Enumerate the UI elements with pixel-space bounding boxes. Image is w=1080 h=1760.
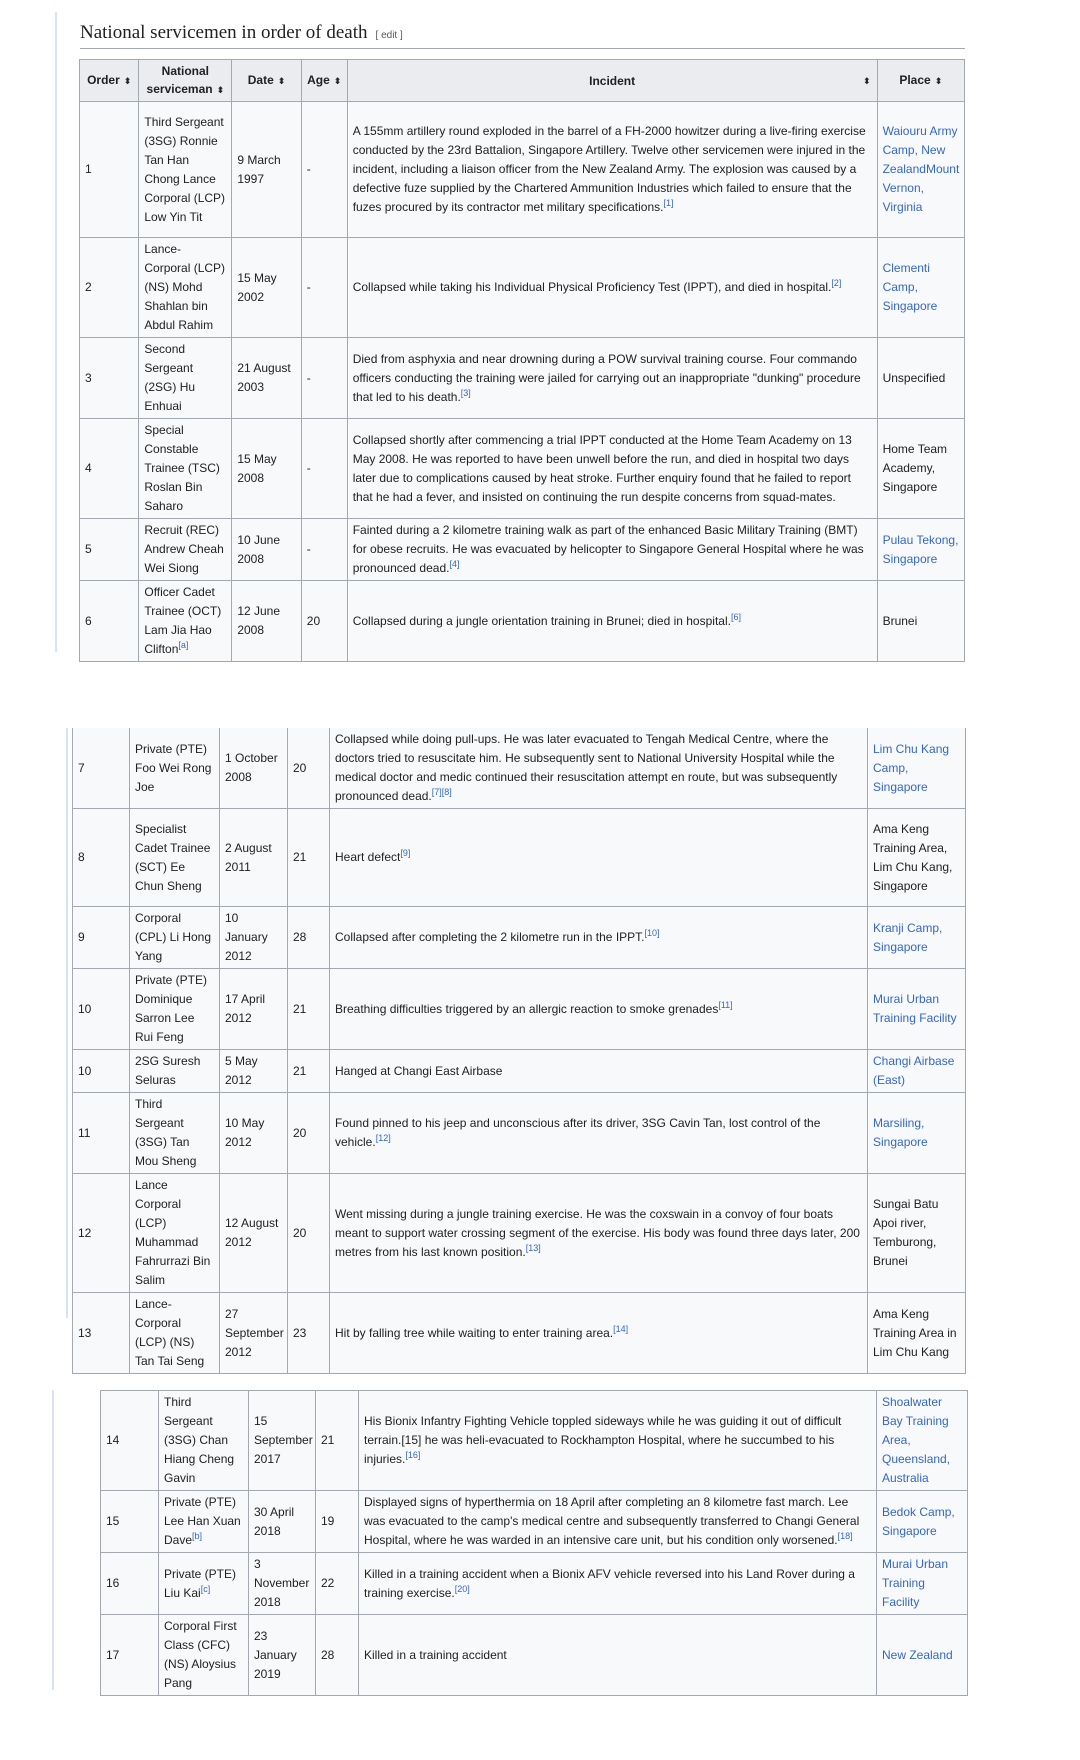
table-row [101, 1615, 968, 1696]
ref-link[interactable]: [3] [460, 387, 471, 398]
place-cell: Brunei [877, 581, 964, 662]
table-row [73, 1050, 966, 1093]
ref-link[interactable]: [7][8] [431, 787, 452, 797]
serviceman-cell: Corporal First Class (CFC) (NS) Aloysius Pang [159, 1615, 249, 1696]
age-cell: 28 [288, 907, 330, 969]
ref-link[interactable]: [20] [454, 1583, 470, 1594]
table-row [80, 419, 965, 519]
ref-link[interactable]: [9] [400, 848, 411, 858]
date-cell: 5 May 2012 [220, 1050, 288, 1093]
age-cell: 21 [288, 1050, 330, 1093]
sort-icon[interactable]: ⬍ [277, 76, 286, 86]
header-order[interactable]: Order ⬍ [80, 60, 139, 102]
place-cell[interactable]: Shoalwater Bay Training Area, Queensland, Australia [877, 1391, 968, 1491]
ref-link[interactable]: [1] [663, 198, 674, 208]
age-cell: 20 [288, 1174, 330, 1293]
table-row [80, 238, 965, 338]
table-section-3 [52, 1390, 974, 1690]
serviceman-cell: Private (PTE) Dominique Sarron Lee Rui Feng [130, 969, 220, 1050]
incident-cell: Collapsed while taking his Individual Physical Proficiency Test (IPPT), and died in hospital.[2] [347, 238, 877, 338]
serviceman-cell: Private (PTE) Liu Kai[c] [159, 1553, 249, 1615]
incident-cell: Collapsed shortly after commencing a trial IPPT conducted at the Home Team Academy on 13 May 2008. He was reported to have been unwell before the run, and died in hospital two days later due to complications caused by heat stroke. Further enquiry found that he failed to report that he had a fever, and insisted on continuing the run despite concerns from squad-mates. [347, 419, 877, 519]
note-link[interactable]: [c] [200, 1583, 211, 1594]
serviceman-cell: Third Sergeant (3SG) Ronnie Tan Han Chong Lance Corporal (LCP) Low Yin Tit [139, 102, 232, 238]
incident-cell: Hanged at Changi East Airbase [330, 1050, 868, 1093]
note-link[interactable]: [b] [192, 1531, 203, 1541]
order-cell: 3 [80, 338, 139, 419]
place-cell: Home Team Academy, Singapore [877, 419, 964, 519]
order-cell: 10 [73, 1050, 130, 1093]
order-cell: 17 [101, 1615, 159, 1696]
place-cell[interactable]: Changi Airbase (East) [868, 1050, 966, 1093]
age-cell: - [301, 519, 347, 581]
incident-cell: A 155mm artillery round exploded in the barrel of a FH-2000 howitzer during a live-firing exercise conducted by the 23rd Battalion, Singapore Artillery. Twelve other servicemen were injured in the incident, including a liaison officer from the New Zealand Army. The explosion was caused by a defective fuze supplied by the Chartered Ammunition Industries which failed to ensure that the fuzes procured by its contractor met military specifications.[1] [347, 102, 877, 238]
incident-cell: Breathing difficulties triggered by an allergic reaction to smoke grenades[11] [330, 969, 868, 1050]
ref-link[interactable]: [2] [831, 278, 842, 288]
sort-icon[interactable]: ⬍ [333, 76, 342, 86]
order-cell: 7 [73, 728, 130, 809]
serviceman-cell: Corporal (CPL) Li Hong Yang [130, 907, 220, 969]
table-row [80, 519, 965, 581]
age-cell: 22 [316, 1553, 359, 1615]
table-row [80, 581, 965, 662]
age-cell: 21 [316, 1391, 359, 1491]
place-cell: Ama Keng Training Area in Lim Chu Kang [868, 1293, 966, 1374]
order-cell: 8 [73, 809, 130, 907]
ref-link[interactable]: [14] [613, 1323, 629, 1334]
table-row [73, 969, 966, 1050]
order-cell: 5 [80, 519, 139, 581]
note-link[interactable]: [a] [178, 640, 189, 650]
age-cell: 19 [316, 1491, 359, 1553]
sort-icon[interactable]: ⬍ [863, 75, 871, 86]
incident-cell: Went missing during a jungle training exercise. He was the coxswain in a convoy of four boats meant to support water crossing segment of the exercise. His body was found three days later, 200 metres from his last known position.[13] [330, 1174, 868, 1293]
table-section-2 [66, 728, 966, 1368]
date-cell: 27 September 2012 [220, 1293, 288, 1374]
date-cell: 9 March 1997 [232, 102, 301, 238]
age-cell: - [301, 338, 347, 419]
serviceman-cell: Special Constable Trainee (TSC) Roslan Bin Saharo [139, 419, 232, 519]
incident-cell: Fainted during a 2 kilometre training walk as part of the enhanced Basic Military Training (BMT) for obese recruits. He was evacuated by helicopter to Singapore General Hospital where he was pronounced dead.[4] [347, 519, 877, 581]
age-cell: - [301, 419, 347, 519]
order-cell: 4 [80, 419, 139, 519]
table-row [101, 1553, 968, 1615]
date-cell: 23 January 2019 [249, 1615, 316, 1696]
table-row [73, 1093, 966, 1174]
table-row [73, 728, 966, 809]
ref-link[interactable]: [6] [730, 611, 741, 622]
serviceman-cell: Specialist Cadet Trainee (SCT) Ee Chun Sheng [130, 809, 220, 907]
servicemen-table-continued [100, 1390, 968, 1696]
age-cell: 23 [288, 1293, 330, 1374]
serviceman-cell: Officer Cadet Trainee (OCT) Lam Jia Hao Clifton[a] [139, 581, 232, 662]
age-cell: 20 [288, 1093, 330, 1174]
age-cell: - [301, 238, 347, 338]
serviceman-cell: Private (PTE) Foo Wei Rong Joe [130, 728, 220, 809]
header-date[interactable]: Date ⬍ [232, 60, 301, 102]
age-cell: 20 [301, 581, 347, 662]
date-cell: 3 November 2018 [249, 1553, 316, 1615]
date-cell: 12 August 2012 [220, 1174, 288, 1293]
header-incident[interactable]: Incident ⬍ [347, 60, 877, 102]
table-row [80, 102, 965, 238]
place-cell[interactable]: Clementi Camp, Singapore [877, 238, 964, 338]
date-cell: 10 May 2012 [220, 1093, 288, 1174]
edit-link[interactable]: [ edit ] [375, 30, 403, 41]
header-age[interactable]: Age ⬍ [301, 60, 347, 102]
place-cell: Ama Keng Training Area, Lim Chu Kang, Singapore [868, 809, 966, 907]
date-cell: 30 April 2018 [249, 1491, 316, 1553]
table-row [73, 809, 966, 907]
age-cell: 28 [316, 1615, 359, 1696]
serviceman-cell: Second Sergeant (2SG) Hu Enhuai [139, 338, 232, 419]
order-cell: 16 [101, 1553, 159, 1615]
incident-cell: Heart defect[9] [330, 809, 868, 907]
servicemen-table [79, 59, 965, 662]
ref-link[interactable]: [4] [449, 559, 460, 569]
section-heading [80, 22, 965, 49]
age-cell: 21 [288, 969, 330, 1050]
sort-icon[interactable]: ⬍ [216, 85, 225, 95]
ref-link[interactable]: [13] [525, 1242, 541, 1253]
order-cell: 15 [101, 1491, 159, 1553]
incident-cell: Collapsed during a jungle orientation training in Brunei; died in hospital.[6] [347, 581, 877, 662]
age-cell: 20 [288, 728, 330, 809]
ref-link[interactable]: [18] [837, 1531, 853, 1541]
date-cell: 15 May 2002 [232, 238, 301, 338]
incident-cell: Hit by falling tree while waiting to enter training area.[14] [330, 1293, 868, 1374]
serviceman-cell: Third Sergeant (3SG) Tan Mou Sheng [130, 1093, 220, 1174]
ref-link[interactable]: [12] [375, 1133, 391, 1143]
order-cell: 12 [73, 1174, 130, 1293]
serviceman-cell: Third Sergeant (3SG) Chan Hiang Cheng Gavin [159, 1391, 249, 1491]
header-serviceman[interactable]: National serviceman ⬍ [139, 60, 232, 102]
place-cell[interactable]: Marsiling, Singapore [868, 1093, 966, 1174]
serviceman-cell: 2SG Suresh Seluras [130, 1050, 220, 1093]
date-cell: 10 June 2008 [232, 519, 301, 581]
ref-link[interactable]: [10] [644, 928, 660, 938]
header-place[interactable]: Place ⬍ [877, 60, 964, 102]
serviceman-cell: Lance Corporal (LCP) Muhammad Fahrurrazi Bin Salim [130, 1174, 220, 1293]
order-cell: 1 [80, 102, 139, 238]
table-row [73, 1174, 966, 1293]
place-cell[interactable]: Lim Chu Kang Camp, Singapore [868, 728, 966, 809]
table-section-1 [55, 12, 967, 656]
incident-cell: His Bionix Infantry Fighting Vehicle toppled sideways while he was guiding it out of difficult terrain.[15] he was heli-evacuated to Rockhampton Hospital, where he succumbed to his injuries.[16] [359, 1391, 877, 1491]
table-row [101, 1491, 968, 1553]
place-cell[interactable]: Kranji Camp, Singapore [868, 907, 966, 969]
serviceman-cell: Recruit (REC) Andrew Cheah Wei Siong [139, 519, 232, 581]
table-row [73, 1293, 966, 1374]
section-title: National servicemen in order of death [80, 22, 368, 43]
place-cell: Sungai Batu Apoi river, Temburong, Brunei [868, 1174, 966, 1293]
date-cell: 12 June 2008 [232, 581, 301, 662]
place-cell[interactable]: Waiouru Army Camp, New ZealandMount Vernon, Virginia [877, 102, 964, 238]
table-row [73, 907, 966, 969]
incident-cell: Collapsed after completing the 2 kilometre run in the IPPT.[10] [330, 907, 868, 969]
place-cell[interactable]: Murai Urban Training Facility [877, 1553, 968, 1615]
place-cell[interactable]: Pulau Tekong, Singapore [877, 519, 964, 581]
incident-cell: Died from asphyxia and near drowning during a POW survival training course. Four commando officers conducting the training were jailed for carrying out an inappropriate "dunking" procedure that led to his death.[3] [347, 338, 877, 419]
order-cell: 2 [80, 238, 139, 338]
table-row [101, 1391, 968, 1491]
table-row [80, 338, 965, 419]
order-cell: 13 [73, 1293, 130, 1374]
date-cell: 1 October 2008 [220, 728, 288, 809]
servicemen-table-continued [72, 728, 966, 1374]
incident-cell: Collapsed while doing pull-ups. He was later evacuated to Tengah Medical Centre, where the doctors tried to resuscitate him. He subsequently sent to National University Hospital while the medical doctor and medic continued their resuscitation attempt en route, but was subsequently pronounced dead.[7][8] [330, 728, 868, 809]
incident-cell: Killed in a training accident [359, 1615, 877, 1696]
place-cell[interactable]: Murai Urban Training Facility [868, 969, 966, 1050]
incident-cell: Killed in a training accident when a Bionix AFV vehicle reversed into his Land Rover during a training exercise.[20] [359, 1553, 877, 1615]
sort-icon[interactable]: ⬍ [934, 76, 943, 86]
date-cell: 15 September 2017 [249, 1391, 316, 1491]
serviceman-cell: Lance-Corporal (LCP) (NS) Mohd Shahlan bin Abdul Rahim [139, 238, 232, 338]
date-cell: 15 May 2008 [232, 419, 301, 519]
date-cell: 2 August 2011 [220, 809, 288, 907]
order-cell: 10 [73, 969, 130, 1050]
age-cell: - [301, 102, 347, 238]
place-cell[interactable]: New Zealand [877, 1615, 968, 1696]
sort-icon[interactable]: ⬍ [123, 76, 132, 86]
ref-link[interactable]: [11] [718, 999, 733, 1010]
age-cell: 21 [288, 809, 330, 907]
incident-cell: Found pinned to his jeep and unconscious after its driver, 3SG Cavin Tan, lost control of the vehicle.[12] [330, 1093, 868, 1174]
order-cell: 14 [101, 1391, 159, 1491]
date-cell: 10 January 2012 [220, 907, 288, 969]
place-cell: Unspecified [877, 338, 964, 419]
order-cell: 9 [73, 907, 130, 969]
incident-cell: Displayed signs of hyperthermia on 18 April after completing an 8 kilometre fast march. Lee was evacuated to the camp's medical centre and subsequently transferred to Changi General Hospital, where he was warded in an intensive care unit, but his condition only worsened.[18] [359, 1491, 877, 1553]
date-cell: 21 August 2003 [232, 338, 301, 419]
ref-link[interactable]: [16] [405, 1450, 421, 1460]
order-cell: 6 [80, 581, 139, 662]
date-cell: 17 April 2012 [220, 969, 288, 1050]
place-cell[interactable]: Bedok Camp, Singapore [877, 1491, 968, 1553]
serviceman-cell: Lance-Corporal (LCP) (NS) Tan Tai Seng [130, 1293, 220, 1374]
serviceman-cell: Private (PTE) Lee Han Xuan Dave[b] [159, 1491, 249, 1553]
order-cell: 11 [73, 1093, 130, 1174]
